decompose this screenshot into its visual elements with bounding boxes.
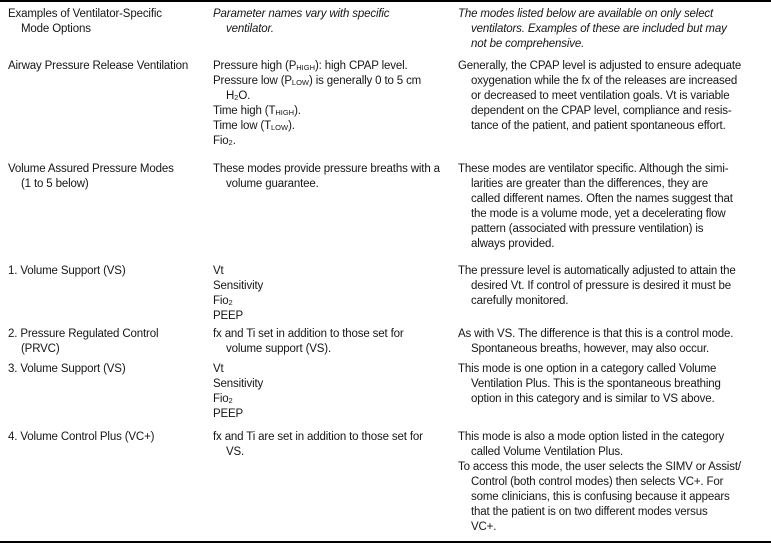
subscript: 2 [228, 396, 233, 405]
paragraph: These modes provide pressure breaths with a volume guarantee. [213, 163, 440, 190]
paragraph: This mode is one option in a category called Volume Ventilation Plus. This is the spontaneous breathing option in this category and is similar to VS above. [458, 363, 721, 405]
paragraph: 2. Pressure Regulated Control (PRVC) [8, 328, 159, 355]
subscript: 2 [228, 298, 233, 307]
cell-notes [458, 7, 769, 52]
cell-notes [458, 327, 769, 357]
cell-notes [458, 362, 769, 422]
paragraph: Pressure low $(P_{LOW})$ is generally 0 to 5 cm $H_2O$. [213, 75, 422, 102]
paragraph: Time low $(T_{LOW})$. [213, 120, 295, 132]
paragraph: Sensitivity [213, 378, 264, 390]
cell-mode [8, 59, 213, 149]
paragraph: Generally, the CPAP level is adjusted to ensure adequate oxygenation while the fx of the releases are increased or decreased to meet ventilation goals. Vt is variable dependent on the CPAP level, compliance and resis- tance of the patient, and patient spontaneous effort. [458, 60, 742, 132]
paragraph: Fio$_2$ [213, 295, 233, 307]
paragraph: Examples of Ventilator-Specific Mode Options [8, 8, 162, 35]
paragraph: fx and Ti are set in addition to those set for VS. [213, 431, 423, 458]
subscript: 2 [234, 93, 239, 102]
paragraph: To access this mode, the user selects the SIMV or Assist/ Control (both control modes) then selects VC+. For some clinicians, this is confusing because it appears that the patient is on two different modes versus VC+. [458, 461, 741, 533]
paragraph: Time high $(T_{HIGH})$. [213, 105, 301, 117]
table-row [8, 362, 769, 422]
cell-mode [8, 430, 213, 535]
table-header-row [8, 7, 769, 52]
cell-notes [458, 162, 769, 252]
cell-parameters [213, 264, 458, 324]
paragraph: fx and Ti set in addition to those set for volume support (VS). [213, 328, 404, 355]
paragraph: 3. Volume Support (VS) [8, 363, 126, 375]
cell-notes [458, 264, 769, 324]
cell-parameters [213, 7, 458, 52]
cell-mode [8, 362, 213, 422]
table-row [8, 327, 769, 357]
table-row [8, 264, 769, 324]
cell-parameters [213, 162, 458, 252]
paragraph: Fio$_2$. [213, 135, 236, 147]
table-row [8, 430, 769, 535]
paragraph: PEEP [213, 408, 244, 420]
subscript: LOW [291, 78, 310, 87]
paragraph: Parameter names vary with specific ventilator. [213, 8, 390, 35]
cell-mode [8, 264, 213, 324]
cell-mode [8, 327, 213, 357]
cell-parameters [213, 362, 458, 422]
cell-notes [458, 59, 769, 149]
cell-mode [8, 162, 213, 252]
cell-notes [458, 430, 769, 535]
paragraph: 4. Volume Control Plus (VC+) [8, 431, 155, 443]
paragraph: As with VS. The difference is that this is a control mode. Spontaneous breaths, however, may also occur. [458, 328, 734, 355]
paragraph: PEEP [213, 310, 244, 322]
cell-parameters [213, 430, 458, 535]
paragraph: The pressure level is automatically adjusted to attain the desired Vt. If control of pressure is desired it must be carefully monitored. [458, 265, 736, 307]
subscript: 2 [228, 138, 233, 147]
table-row [8, 162, 769, 252]
paragraph: Vt [213, 363, 224, 375]
paragraph: Volume Assured Pressure Modes (1 to 5 below) [8, 163, 174, 190]
paragraph: The modes listed below are available on only select ventilators. Examples of these are included but may not be comprehensive. [458, 8, 727, 50]
cell-parameters [213, 327, 458, 357]
cell-mode [8, 7, 213, 52]
cell-parameters [213, 59, 458, 149]
paragraph: This mode is also a mode option listed in the category called Volume Ventilation Plus. [458, 431, 725, 458]
paragraph: These modes are ventilator specific. Although the simi- larities are greater than the differences, they are called different names. Often the names suggest that the mode is a volume mode, yet a decelerating flow pattern (associated with pressure ventilation) is always provided. [458, 163, 733, 250]
paragraph: Fio$_2$ [213, 393, 233, 405]
paragraph: Sensitivity [213, 280, 264, 292]
paragraph: Pressure high $(P_{HIGH})$: high CPAP level. [213, 60, 408, 72]
subscript: HIGH [296, 63, 315, 72]
subscript: HIGH [275, 108, 295, 117]
paragraph: Airway Pressure Release Ventilation [8, 60, 189, 72]
paragraph: Vt [213, 265, 224, 277]
subscript: LOW [270, 123, 289, 132]
paragraph: 1. Volume Support (VS) [8, 265, 126, 277]
table-row [8, 59, 769, 149]
